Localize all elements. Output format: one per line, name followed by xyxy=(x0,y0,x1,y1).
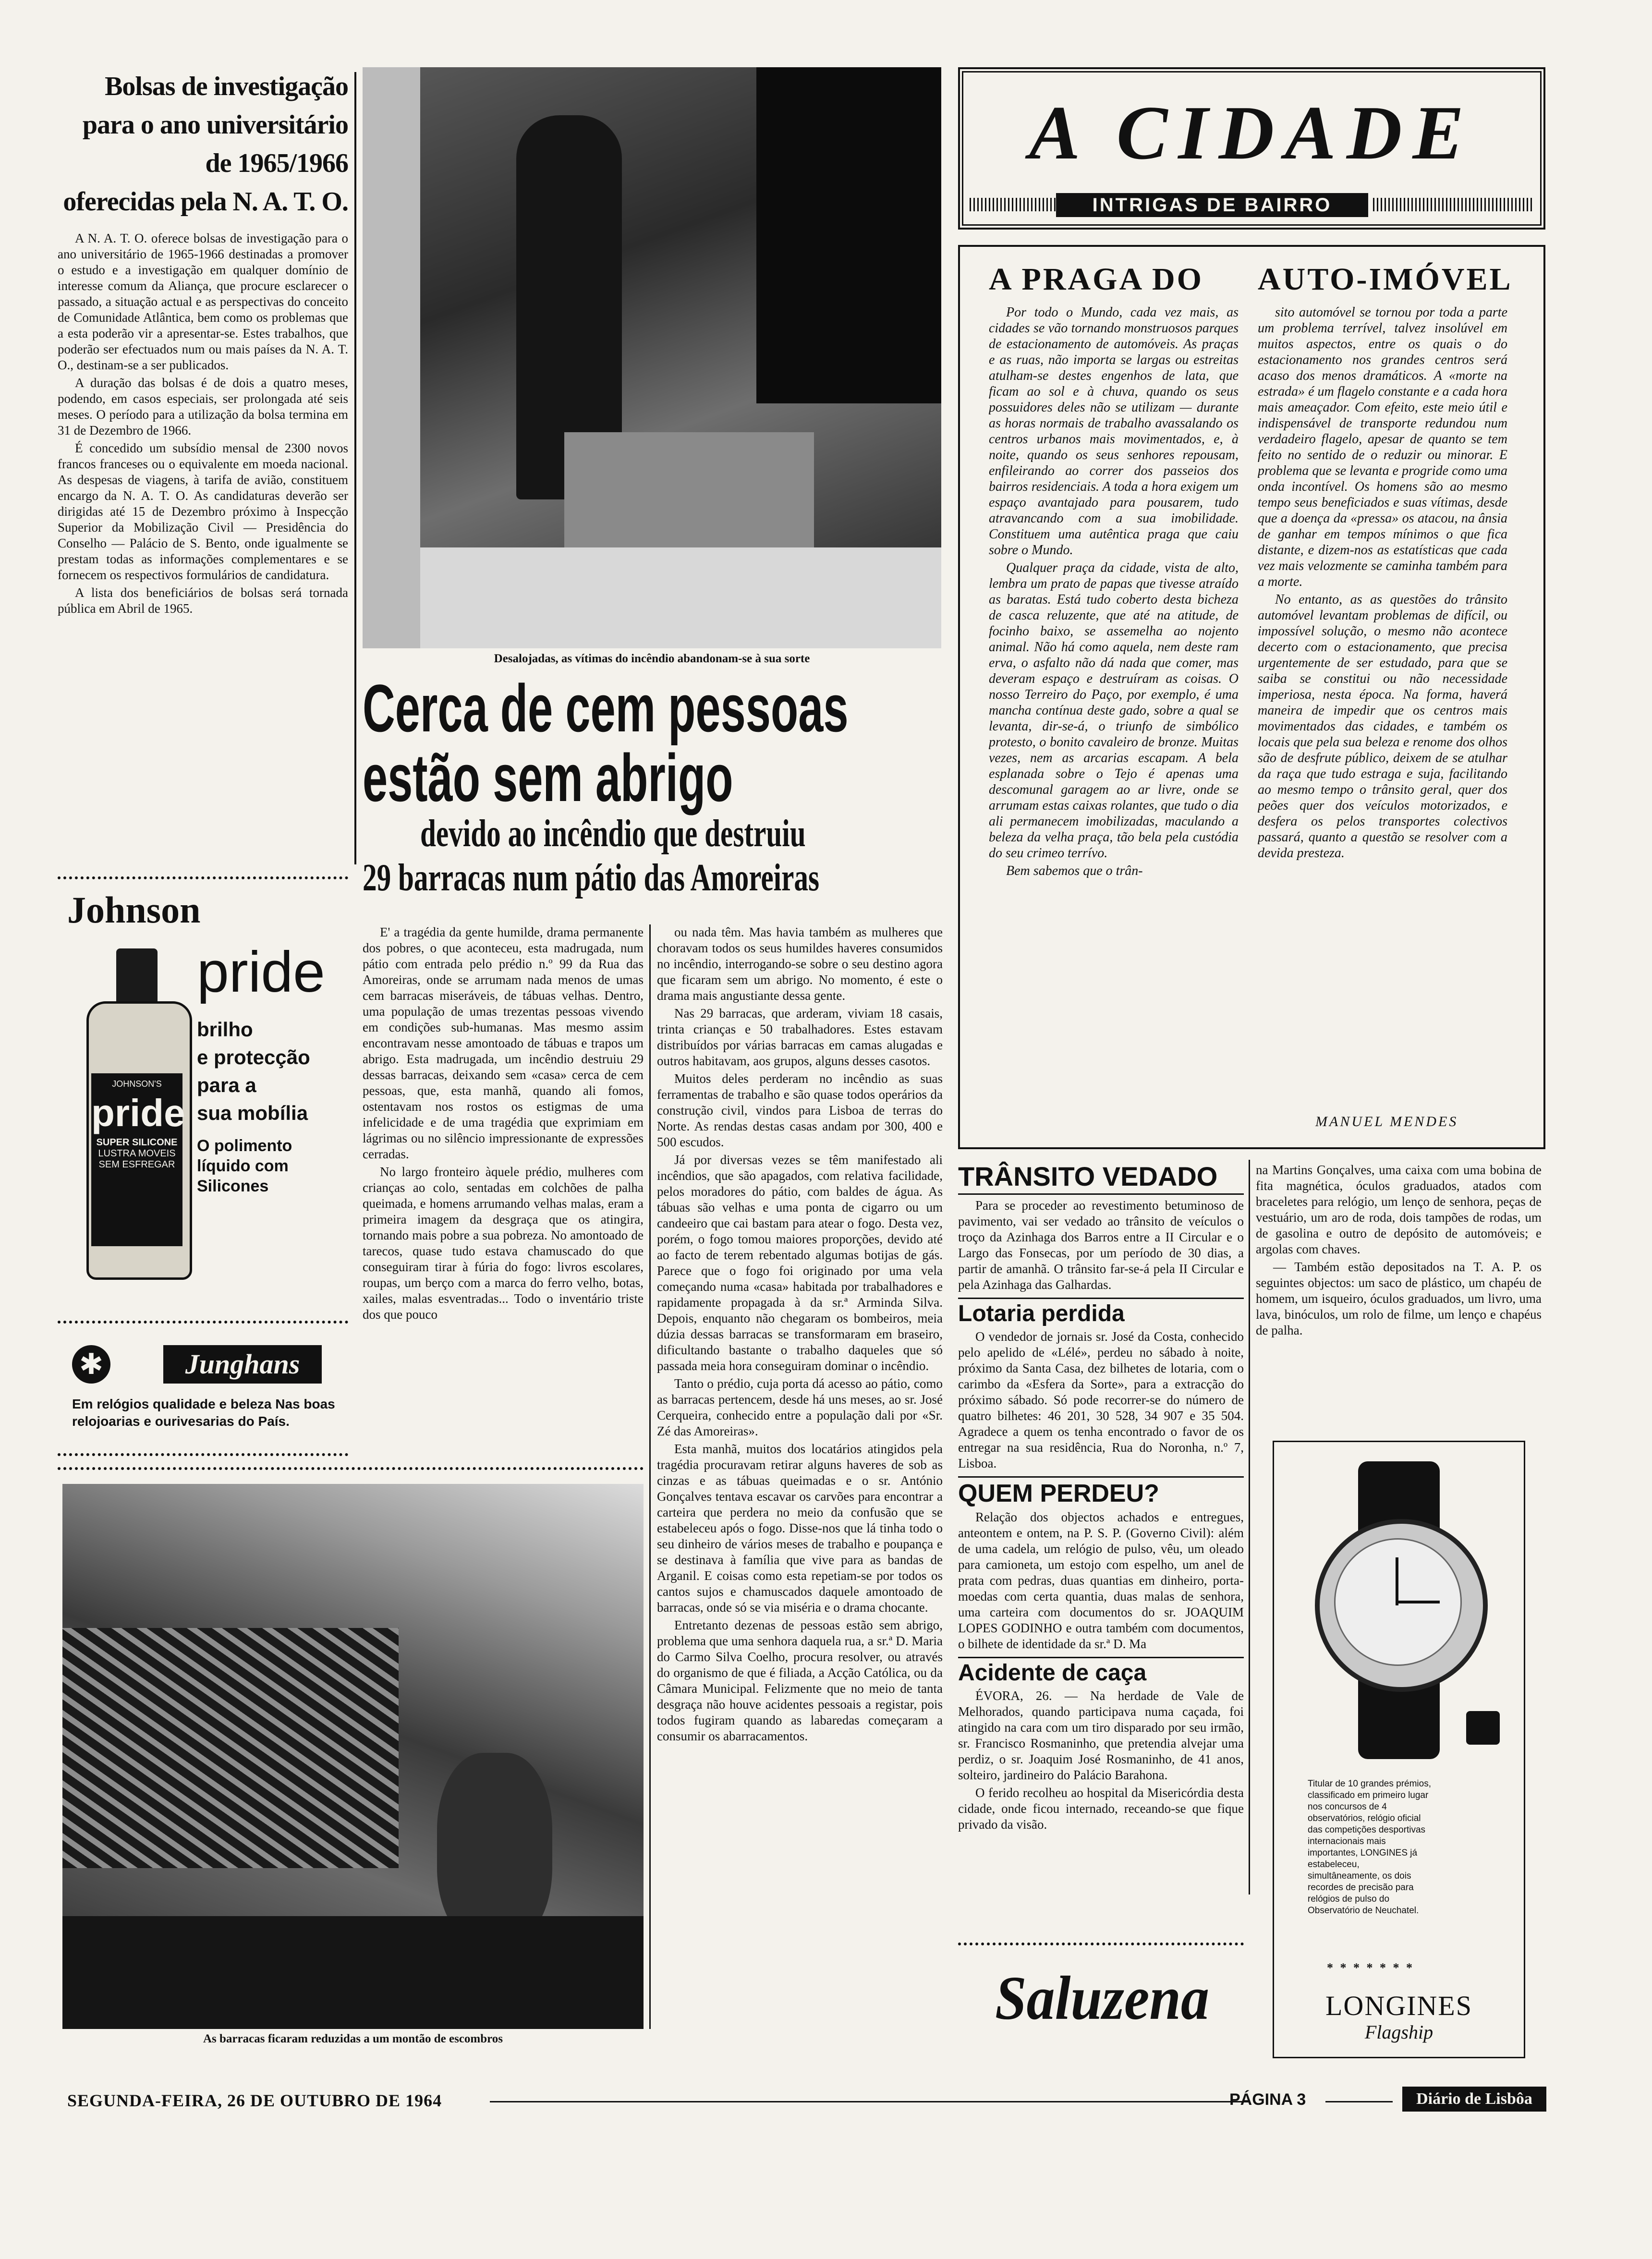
junghans-star-icon: ✱ xyxy=(72,1345,110,1384)
masthead-title: A CIDADE xyxy=(1029,90,1475,175)
headline-line-4: 29 barracas num pátio das Amoreiras xyxy=(363,857,820,899)
fire-paragraph: ou nada têm. Mas havia também as mulheres que choravam todos os seus humildes haveres consumidos no incêndio, interrogando-se sobre o seu destino agora que ficaram sem um abrigo. No momento, é este o drama mais angustiante dessa gente. xyxy=(657,925,943,1003)
caca-text: ÉVORA, 26. — Na herdade de Vale de Melhorados, quando participava numa caçada, foi atingido na cara com um tiro disparado por seu irmão, sr. Francisco Rosmaninho, que pretendia alvejar uma perdiz, o sr. Joaquim José Rosmaninho, de 41 anos, solteiro, jardineiro do Palácio Barahona. xyxy=(958,1688,1244,1782)
news-briefs xyxy=(958,1160,1244,2055)
photo-caption: Desalojadas, as vítimas do incêndio abandonam-se à sua sorte xyxy=(494,652,810,665)
transito-body xyxy=(958,1198,1244,1293)
cidade-col-1 xyxy=(989,304,1239,1130)
johnson-logo: Johnson xyxy=(67,889,201,931)
bottle-image xyxy=(86,948,187,1275)
polish-text xyxy=(197,1136,292,1196)
headline-line-3: devido ao incêndio que destruiu xyxy=(420,813,806,855)
fire-paragraph: E' a tragédia da gente humilde, drama permanente dos pobres, o que aconteceu, esta madrugada, num pátio com entrada pelo prédio n.º 99 da Rua das Amoreiras, onde se arrumam nada menos de umas cem barracas miseráveis, de tábuas velhas. Dentro, uma população de umas trezentas pessoas vivendo em condições sub-humanas. Mas mesmo assim encontravam nesse amontoado de tábuas e trapos um abrigo. Esta madrugada, um incêndio destruiu 29 dessas barracas, deixando sem «casa» cerca de cem pessoas, que, esta manhã, quando ali fomos, ostentavam nos rostos os estigmas de uma infelicidade e de uma tragédia que exprimiam em lágrimas ou no silêncio impressionante de expressões cerradas. xyxy=(363,925,644,1161)
fire-col-2 xyxy=(657,924,943,2046)
cidade-paragraph: Qualquer praça da cidade, vista de alto, lembra um prato de papas que tivesse atraído as baratas. Está tudo coberto desta bicheza de casca reluzente, que até na atitude, de focinho baixo, se assemelha ao nojento animal. Não há como aquela, nem deste ram erva, o asfalto não dá nada que comer, mas deveram espaço e destruíram as coisas. O nosso Terreiro do Paço, por exemplo, é uma mancha contínua deste gado, sobre a qual se levanta, dir-se-á, o triunfo de simbólico protesto, o bonito cavaleiro de bronze. Muitas vezes, nem as arcarias escapam. A bela esplanada sobre o Tejo é apenas uma descomunal garagem ao ar livre, onde se arrumam estas caixas rolantes, que tudo o dia ali permanecem imobilizadas, maculando a beleza da velha praça, tão bela pela custódia do seu crimeo terrívo. xyxy=(989,560,1239,861)
cidade-masthead xyxy=(958,67,1545,230)
longines-brand: LONGINES xyxy=(1325,1990,1472,2021)
footer-page: PÁGINA 3 xyxy=(1229,2090,1306,2109)
caca-title: Acidente de caça xyxy=(958,1657,1244,1688)
perdeu-body xyxy=(958,1509,1244,1652)
bottle-label-product: pride xyxy=(91,1092,185,1134)
footer-rule xyxy=(490,2101,1249,2102)
junghans-ad xyxy=(58,1321,348,1456)
fire-paragraph: Tanto o prédio, cuja porta dá acesso ao pátio, como as barracas pertencem, desde há uns meses, ao sr. José Cerqueira, conhecido entre a população dali por «Sr. Zé das Amoreiras». xyxy=(657,1376,943,1438)
footer-rule-short xyxy=(1325,2101,1393,2102)
longines-emblem-icon xyxy=(1466,1711,1500,1745)
fire-paragraph: Entretanto dezenas de pessoas estão sem abrigo, problema que uma senhora daquela rua, a sr.ª D. Maria do Carmo Silva Coelho, procura resolver, ou através do organismo de que é filiada, a Acção Católica, ou da Câmara Municipal. Felizmente que no meio de tanta desgraça não houve acidentes pessoais a registar, pois todos fugiram quando as labaredas começaram a consumir os abarracamentos. xyxy=(657,1618,943,1743)
tagline-line: para a xyxy=(197,1074,256,1096)
nato-headline-line: de 1965/1966 xyxy=(205,148,348,178)
ad-border-top xyxy=(58,876,348,879)
caca-text: O ferido recolheu ao hospital da Misericórdia desta cidade, onde ficou internado, receando-se que fique privado da visão. xyxy=(958,1785,1244,1832)
fire-headline xyxy=(363,672,941,900)
fire-col-1 xyxy=(363,924,644,1467)
perdeu-title: QUEM PERDEU? xyxy=(958,1476,1244,1509)
fire-paragraph: Nas 29 barracas, que arderam, viviam 18 casais, trinta crianças e 50 trabalhadores. Estes estavam distribuídos por várias barracas em camas alugadas e outros habitavam, aos grupos, alguns desses casotos. xyxy=(657,1006,943,1068)
fire-paragraph: Já por diversas vezes se têm manifestado ali incêndios, que são apagados, com relativa facilidade, pelos moradores do pátio, com baldes de água. As tábuas são velhas e uma ponta de cigarro ou um candeeiro que cai bastam para atear o fogo. Desta vez, porém, o fogo tomou maiores proporções, devido até ao facto de terem rebentado algumas botijas de gás. Parece que o fogo foi originado por uma vela começando numa «casa» habitada por trabalhadores e rapidamente propagada à da sr.ª Arminda Silva. Depois, enquanto não chegaram os bombeiros, meia dúzia dessas barracas se transformaram em braseiro, dificultando bastante o trabalho daqueles que só passada meia hora conseguiram dominar o incêndio. xyxy=(657,1153,943,1373)
cidade-paragraph: No entanto, as as questões do trânsito automóvel levantam problemas de difícil, ou impossível solução, o mesmo não acontece decerto com o estacionamento, que precisa urgentemente de ser estudado, para que se saiba se constitui ou não necessidade imperiosa, nesta época. Na forma, haverá maneira de impedir que os centros mais movimentados das cidades, e também os locais que pela sua beleza e renome dos olhos são de desfrute público, deixem de se atulhar da raça que tudo estraga e suja, facilitando ao mesmo tempo o trânsito geral, quer dos peões quer dos veículos motorizados, e desfera os pelos transportes colectivos passará, quanto a questão se resolver com a devida presteza. xyxy=(1258,592,1507,861)
footer xyxy=(58,2087,1542,2115)
nato-headline-line: Bolsas de investigação xyxy=(105,72,348,101)
pride-wordmark: pride xyxy=(197,940,325,1004)
cidade-paragraph: Bem sabemos que o trân- xyxy=(1006,863,1143,878)
masthead-hatch-right xyxy=(1373,198,1534,211)
nato-body xyxy=(58,231,348,836)
junghans-logo: Junghans xyxy=(163,1345,322,1384)
rubble-photo xyxy=(62,1484,644,2029)
cidade-headline-right: AUTO-IMÓVEL xyxy=(1258,262,1513,297)
longines-text: Titular de 10 grandes prémios, classificado em primeiro lugar nos concursos de 4 observatórios, relógio oficial das competições desportivas internacionais mais importantes, LONGINES já estabeleceu, simultâneamente, os dois recordes de precisão para relógios de pulso do Observatório de Neuchatel. xyxy=(1308,1779,1431,1916)
nato-headline xyxy=(58,67,348,221)
nato-paragraph: A duração das bolsas é de dois a quatro meses, podendo, em casos especiais, ser prolongada até seis meses. O período para a utilização da bolsa termina em 31 de Dezembro de 1966. xyxy=(58,376,348,437)
nato-paragraph: É concedido um subsídio mensal de 2300 novos francos franceses ou o equivalente em moeda nacional. As despesas de viagens, à tarifa de avião, constituem encargo da N. A. T. O. As candidaturas deverão ser dirigidas até 15 de Dezembro próximo à Inspecção Superior da Mobilização Civil — Presidência do Conselho — Palácio de S. Bento, onde igualmente se prestam todas as informações complementares e se fornecem os respectivos formulários de candidatura. xyxy=(58,441,348,582)
fire-victims-photo xyxy=(363,67,941,648)
transito-title: TRÂNSITO VEDADO xyxy=(958,1160,1244,1195)
polish-line: O polimento xyxy=(197,1137,292,1155)
bottle-label-line: SUPER SILICONE xyxy=(96,1137,178,1148)
longines-stars: * * * * * * * xyxy=(1327,1961,1414,1975)
fire-paragraph: No largo fronteiro àquele prédio, mulheres com crianças ao colo, sentadas em colchões de palha queimada, e homens arrumando velhas malas, eram a primeira imagem da desgraça que os atingira, tornando mais pobre a sua pobreza. No amontoado de tarecos, quase tudo estava chamuscado do que conseguiram tirar à fúria do fogo: livros escolares, roupas, um berço com a marca do ferro velho, botas, xailes, malas esventradas... Todo o inventário triste dos que pouco xyxy=(363,1165,644,1322)
bottle-label-line: LUSTRA MOVEIS xyxy=(98,1148,176,1159)
column-rule xyxy=(649,924,651,2029)
polish-line: líquido com xyxy=(197,1157,289,1175)
cidade-col-2 xyxy=(1258,304,1507,1106)
fire-paragraph: Muitos deles perderam no incêndio as suas ferramentas de trabalho e são quase todos operários da construção civil, vindos para Lisboa de terras do Norte. As rendas destas casas andam por 300, 400 e 500 escudos. xyxy=(657,1071,943,1149)
bottle-label-line: SEM ESFREGAR xyxy=(98,1159,175,1170)
cidade-article xyxy=(958,245,1545,1149)
nato-headline-line: oferecidas pela N. A. T. O. xyxy=(63,187,348,217)
column-rule xyxy=(1249,1160,1250,1895)
cidade-paragraph: sito automóvel se tornou por toda a parte um problema terrível, talvez insolúvel em muitos aspectos, entre os quais o do estacionamento nos grandes centros será acaso dos menos dramáticos. A «morte na estrada» é um flagelo constante e a cada hora mais ameaçador. Com efeito, este meio útil e indispensável de transporte redundou num verdadeiro flagelo, apesar de quanto se tem feito no sentido de o reduzir ou minorar. E problema que se levanta e progride como uma onda incontível. Os homens são ao mesmo tempo seus beneficiados e suas vítimas, desde que a doença da «pressa» os atacou, na ânsia de ganhar em tempos mínimos o que fica distante, e dizem-nos as estatísticas que cada vez mais velozmente se caminha também para a morte. xyxy=(1258,305,1507,589)
masthead-hatch-left xyxy=(970,198,1056,211)
nato-headline-line: para o ano universitário xyxy=(82,110,348,140)
section-rule xyxy=(58,1467,644,1470)
longines-model: Flagship xyxy=(1364,2021,1433,2043)
footer-date: SEGUNDA-FEIRA, 26 DE OUTUBRO DE 1964 xyxy=(67,2091,442,2110)
lotaria-body xyxy=(958,1329,1244,1471)
longines-ad xyxy=(1273,1441,1525,2058)
nato-article xyxy=(58,67,348,836)
cidade-headline-left: A PRAGA DO xyxy=(989,262,1204,297)
cidade-paragraph: Por todo o Mundo, cada vez mais, as cidades se vão tornando monstruosos parques de estacionamento de automóveis. As praças e as ruas, não importa se largas ou estreitas atulham-se destes engenhos de lata, que ficam ao sol e à chuva, quando os seus possuidores deles não se utilizam — durante as horas normais de trabalho avassalando os centros urbanos mais movimentados, e, à noite, quando os seus senhores repousam, enfileirando ao correr dos passeios dos bairros residenciais. A toda a hora exigem um espaço avantajado para pousarem, tudo atravancando com a sua imobilidade. Constituem uma autêntica praga que caiu sobre o Mundo. xyxy=(989,305,1239,558)
headline-line-1: Cerca de cem pessoas xyxy=(363,670,849,746)
tagline-line: e protecção xyxy=(197,1046,310,1069)
caca-body xyxy=(958,1688,1244,1833)
nato-paragraph: A lista dos beneficiários de bolsas será tornada pública em Abril de 1965. xyxy=(58,585,348,616)
watch-icon xyxy=(1315,1519,1488,1692)
saluzena-ad xyxy=(958,1943,1244,2049)
tagline-line: brilho xyxy=(197,1018,253,1041)
footer-paper-name: Diário de Lisbôa xyxy=(1402,2087,1546,2112)
perdeu-continued-text: — Também estão depositados na T. A. P. os seguintes objectos: um saco de plástico, um chapéu de homem, um isqueiro, óculos graduados, um livro, uma lava, binóculos, um rolo de filme, um lenço e chapéus de palha. xyxy=(1256,1260,1542,1337)
perdeu-text: Relação dos objectos achados e entregues, anteontem e ontem, na P. S. P. (Governo Civil): além de uma cadela, um relógio de pulso, vêu, um oleado para camioneta, um estojo com espelho, um anel de prata com pedras, duas quantias em dinheiro, porta-moedas com certa quantia, duas malas de senhora, uma carteira com documentos do sr. JOAQUIM LOPES GODINHO e outra também com documentos, o bilhete de identidade da sr.ª D. Ma xyxy=(958,1510,1244,1651)
polish-line: Silicones xyxy=(197,1177,269,1195)
junghans-text: Em relógios qualidade e beleza Nas boas relojoarias e ourivesarias do País. xyxy=(72,1397,335,1429)
nato-paragraph: A N. A. T. O. oferece bolsas de investigação para o ano universitário de 1965-1966 destinadas a promover o estudo e a investigação em qualquer domínio de interesse comum da Aliança, que procure esclarecer o passado, a situação actual e as perspectivas do conceito de Comunidade Atlântica, bem como os problemas que a esta poderão vir a apresentar-se. Estes trabalhos, que poderão ser efectuados num ou mais países da N. A. T. O., destinam-se a ser publicados. xyxy=(58,231,348,372)
perdeu-continued-text: na Martins Gonçalves, uma caixa com uma bobina de fita magnética, óculos graduados, atados com braceletes para relógio, um lenço de senhora, peças de vestuário, um aro de roda, dois tampões de rodas, um de gasolina e outro de depósito de automóveis; e argolas com chaves. xyxy=(1256,1163,1542,1256)
transito-text: Para se proceder ao revestimento betuminoso de pavimento, vai ser vedado ao trânsito de veículos o troço da Azinhaga dos Barros entre a II Circular e o Largo das Fonsecas, por um período de 30 dias, a partir de amanhã. O trânsito far-se-á pela II Circular e pela Azinhaga das Galhardas. xyxy=(958,1198,1244,1292)
column-rule xyxy=(354,72,356,864)
perdeu-continued xyxy=(1256,1162,1542,1340)
saluzena-logo: Saluzena xyxy=(995,1963,1209,2033)
bottle-label-brand: JOHNSON'S xyxy=(112,1079,162,1089)
lotaria-title: Lotaria perdida xyxy=(958,1298,1244,1329)
fire-paragraph: Esta manhã, muitos dos locatários atingidos pela tragédia procuravam retirar alguns haveres de sob as cinzas e as tábuas queimadas e o sr. António Gonçalves tentava escavar os carvões para encontrar a carteira que perdera no meio da confusão que se estabeleceu após o fogo. Disse-nos que lá tinha todo o seu dinheiro de vários meses de trabalho e poupança e se destinava à família que vive para as bandas de Arganil. E coisas como esta repetiam-se por todos os cantos sujos e chamuscados daquele amontoado de barracas, onde só se via miséria e o drama chocante. xyxy=(657,1442,943,1615)
byline: MANUEL MENDES xyxy=(1315,1114,1458,1130)
lotaria-text: O vendedor de jornais sr. José da Costa, conhecido pelo apelido de «Lélé», perdeu no sábado à noite, próximo da Santa Casa, dez bilhetes de lotaria, com o carimbo da «Esfera da Sorte», para a extracção do próximo sábado. Só pode recorrer-se do número de quatro bilhetes: 46 201, 30 528, 34 907 e 35 504. Agradece a quem os tenha encontrado o favor de os entregar na sua residência, Rua do Noronha, n.º 7, Lisboa. xyxy=(958,1329,1244,1470)
pride-tagline xyxy=(197,1016,310,1127)
tagline-line: sua mobília xyxy=(197,1102,308,1124)
rubble-caption: As barracas ficaram reduzidas a um montão de escombros xyxy=(203,2032,503,2045)
headline-line-2: estão sem abrigo xyxy=(363,740,733,815)
section-label: INTRIGAS DE BAIRRO xyxy=(1056,193,1368,217)
johnson-ad xyxy=(58,876,348,1292)
